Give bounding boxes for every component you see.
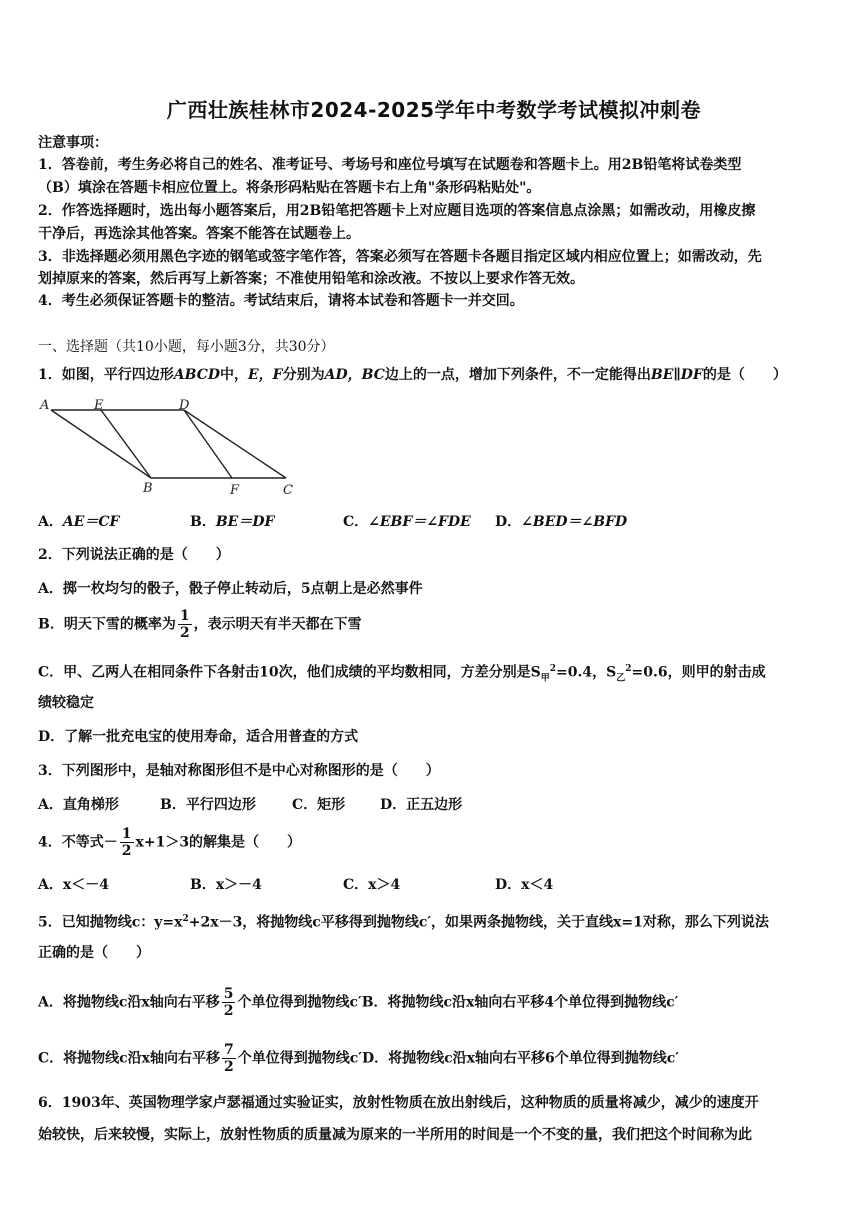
- q2-stem: 2．下列说法正确的是（ ）: [38, 547, 230, 563]
- option-text: ，表示明天有半天都在下雪: [193, 616, 362, 633]
- figure-lines: [51, 410, 286, 478]
- q2-option-c-line-2: 绩较稳定: [38, 695, 94, 711]
- q3-option-d: D．正五边形: [380, 797, 463, 813]
- option-text: AE＝CF: [62, 514, 120, 530]
- denominator: 2: [224, 1059, 234, 1075]
- fraction: [222, 1042, 236, 1075]
- option-text: 个单位得到抛物线c′B．将抛物线c沿x轴向右平移4个单位得到抛物线c′: [237, 994, 679, 1011]
- q4-option-c: C．x＞4: [343, 877, 401, 893]
- label-a: A: [40, 398, 50, 413]
- superscript: 2: [549, 664, 557, 674]
- section-heading: 一、选择题（共10小题，每小题3分，共30分）: [38, 339, 335, 355]
- q5-options-cd: [38, 1042, 679, 1075]
- option-text: C．甲、乙两人在相同条件下各射击10次，他们成绩的平均数相同，方差分别是S: [38, 664, 541, 681]
- q5-options-ab: [38, 986, 678, 1019]
- notice-line-6: 划掉原来的答案，然后再写上新答案；不准使用铅笔和涂改液。不按以上要求作答无效。: [38, 271, 584, 287]
- segment-df: [184, 410, 232, 478]
- option-text: =0.6，则甲的射击成: [631, 664, 766, 681]
- q1-stem-part: 1．如图，平行四边形: [38, 367, 174, 383]
- denominator: 2: [179, 625, 190, 641]
- q2-option-c-line-1: [38, 660, 766, 687]
- segment-be: [101, 410, 151, 478]
- q1-stem-part: 的是（ ）: [702, 367, 787, 383]
- q6-line-2: 始较快，后来较慢，实际上，放射性物质的质量减为原来的一半所用的时间是一个不变的量，我们把这个时间称为此: [38, 1127, 752, 1143]
- q1-stem-part: 中，: [220, 367, 248, 383]
- option-letter: A．: [38, 514, 63, 530]
- option-letter: D．: [495, 514, 522, 530]
- stem-text: 5．已知抛物线c：y=x: [38, 914, 183, 931]
- q1-points: E，F: [248, 367, 283, 383]
- segment-dc: [184, 410, 286, 478]
- label-d: D: [179, 398, 190, 413]
- q1-parallelogram-name: ABCD: [173, 367, 220, 383]
- option-text: ∠EBF＝∠FDE: [368, 514, 471, 530]
- segment-ab: [51, 410, 151, 478]
- q4-stem: [38, 826, 301, 859]
- label-e: E: [94, 398, 104, 413]
- option-text: ∠BED＝∠BFD: [521, 514, 628, 530]
- option-letter: B．: [190, 514, 216, 530]
- numerator: 7: [224, 1042, 234, 1058]
- numerator: 1: [179, 608, 190, 624]
- fraction: [222, 986, 236, 1019]
- q4-option-d: D．x＜4: [495, 877, 554, 893]
- option-letter: C．: [343, 514, 369, 530]
- exam-title: 广西壮族桂林市2024-2025学年中考数学考试模拟冲刺卷: [166, 98, 702, 122]
- q1-stem-part: 边上的一点，增加下列条件，不一定能得出: [384, 367, 651, 383]
- q6-line-1: 6．1903年、英国物理学家卢瑟福通过实验证实，放射性物质在放出射线后，这种物质的质量将减少，减少的速度开: [38, 1095, 759, 1111]
- q1-option-b: [190, 513, 274, 531]
- notice-heading: 注意事项：: [38, 135, 108, 151]
- stem-text: x+1＞3的解集是（ ）: [135, 834, 302, 851]
- option-text: =0.4，S: [556, 664, 617, 681]
- label-b: B: [143, 481, 153, 496]
- q2-option-a: A．掷一枚均匀的骰子，骰子停止转动后，5点朝上是必然事件: [38, 581, 423, 597]
- notice-line-7: 4．考生必须保证答题卡的整洁。考试结束后，请将本试卷和答题卡一并交回。: [38, 293, 524, 309]
- q1-option-a: [38, 513, 120, 531]
- q3-option-c: C．矩形: [292, 797, 346, 813]
- q4-option-a: A．x＜－4: [38, 877, 109, 893]
- notice-line-4: 干净后，再选涂其他答案。答案不能答在试题卷上。: [38, 226, 360, 242]
- q5-stem-line-1: [38, 910, 769, 932]
- option-text: BE＝DF: [215, 514, 275, 530]
- fraction: [178, 608, 192, 641]
- q5-stem-line-2: 正确的是（ ）: [38, 945, 150, 961]
- notice-line-3: 2．作答选择题时，选出每小题答案后，用2B铅笔把答题卡上对应题目选项的答案信息点涂黑；如需改动，用橡皮擦: [38, 203, 756, 219]
- superscript: 2: [182, 914, 189, 924]
- numerator: 5: [223, 986, 234, 1002]
- q1-stem-part: 分别为: [282, 367, 325, 383]
- superscript: 2: [625, 664, 632, 674]
- q3-stem: 3．下列图形中，是轴对称图形但不是中心对称图形的是（ ）: [38, 763, 440, 779]
- fraction: [120, 826, 134, 859]
- q2-option-d: D．了解一批充电宝的使用寿命，适合用普查的方式: [38, 729, 359, 745]
- q1-stem: [38, 366, 787, 384]
- q1-parallelogram-figure: [36, 396, 306, 498]
- notice-line-2: （B）填涂在答题卡相应位置上。将条形码粘贴在答题卡右上角"条形码粘贴处"。: [38, 180, 541, 196]
- denominator: 2: [121, 843, 132, 859]
- option-text: 个单位得到抛物线c′D．将抛物线c沿x轴向右平移6个单位得到抛物线c′: [237, 1050, 679, 1067]
- denominator: 2: [223, 1003, 234, 1019]
- q1-option-d: [495, 513, 627, 531]
- notice-line-1: 1．答卷前，考生务必将自己的姓名、准考证号、考场号和座位号填写在试题卷和答题卡上。用2B铅笔将试卷类型: [38, 157, 742, 173]
- option-text: B．明天下雪的概率为: [38, 616, 176, 633]
- notice-line-5: 3．非选择题必须用黑色字迹的钢笔或签字笔作答，答案必须写在答题卡各题目指定区域内相应位置上；如需改动，先: [38, 249, 762, 265]
- stem-text: 4．不等式－: [38, 834, 118, 851]
- q1-option-c: [343, 513, 471, 531]
- stem-text: +2x－3，将抛物线c平移得到抛物线c′，如果两条抛物线，关于直线x=1对称，那么下列说法: [188, 914, 769, 931]
- q4-option-b: B．x＞－4: [190, 877, 262, 893]
- numerator: 1: [121, 826, 132, 842]
- label-c: C: [283, 483, 293, 498]
- q3-option-b: B．平行四边形: [160, 797, 256, 813]
- q2-option-b: [38, 608, 362, 641]
- q3-option-a: A．直角梯形: [38, 797, 119, 813]
- option-text: A．将抛物线c沿x轴向右平移: [38, 994, 220, 1011]
- label-f: F: [230, 483, 240, 498]
- q1-sides: AD，BC: [324, 367, 385, 383]
- subscript: 乙: [616, 673, 626, 684]
- q1-target: BE∥DF: [650, 367, 703, 383]
- option-text: C．将抛物线c沿x轴向右平移: [38, 1050, 221, 1067]
- subscript: 甲: [540, 673, 550, 684]
